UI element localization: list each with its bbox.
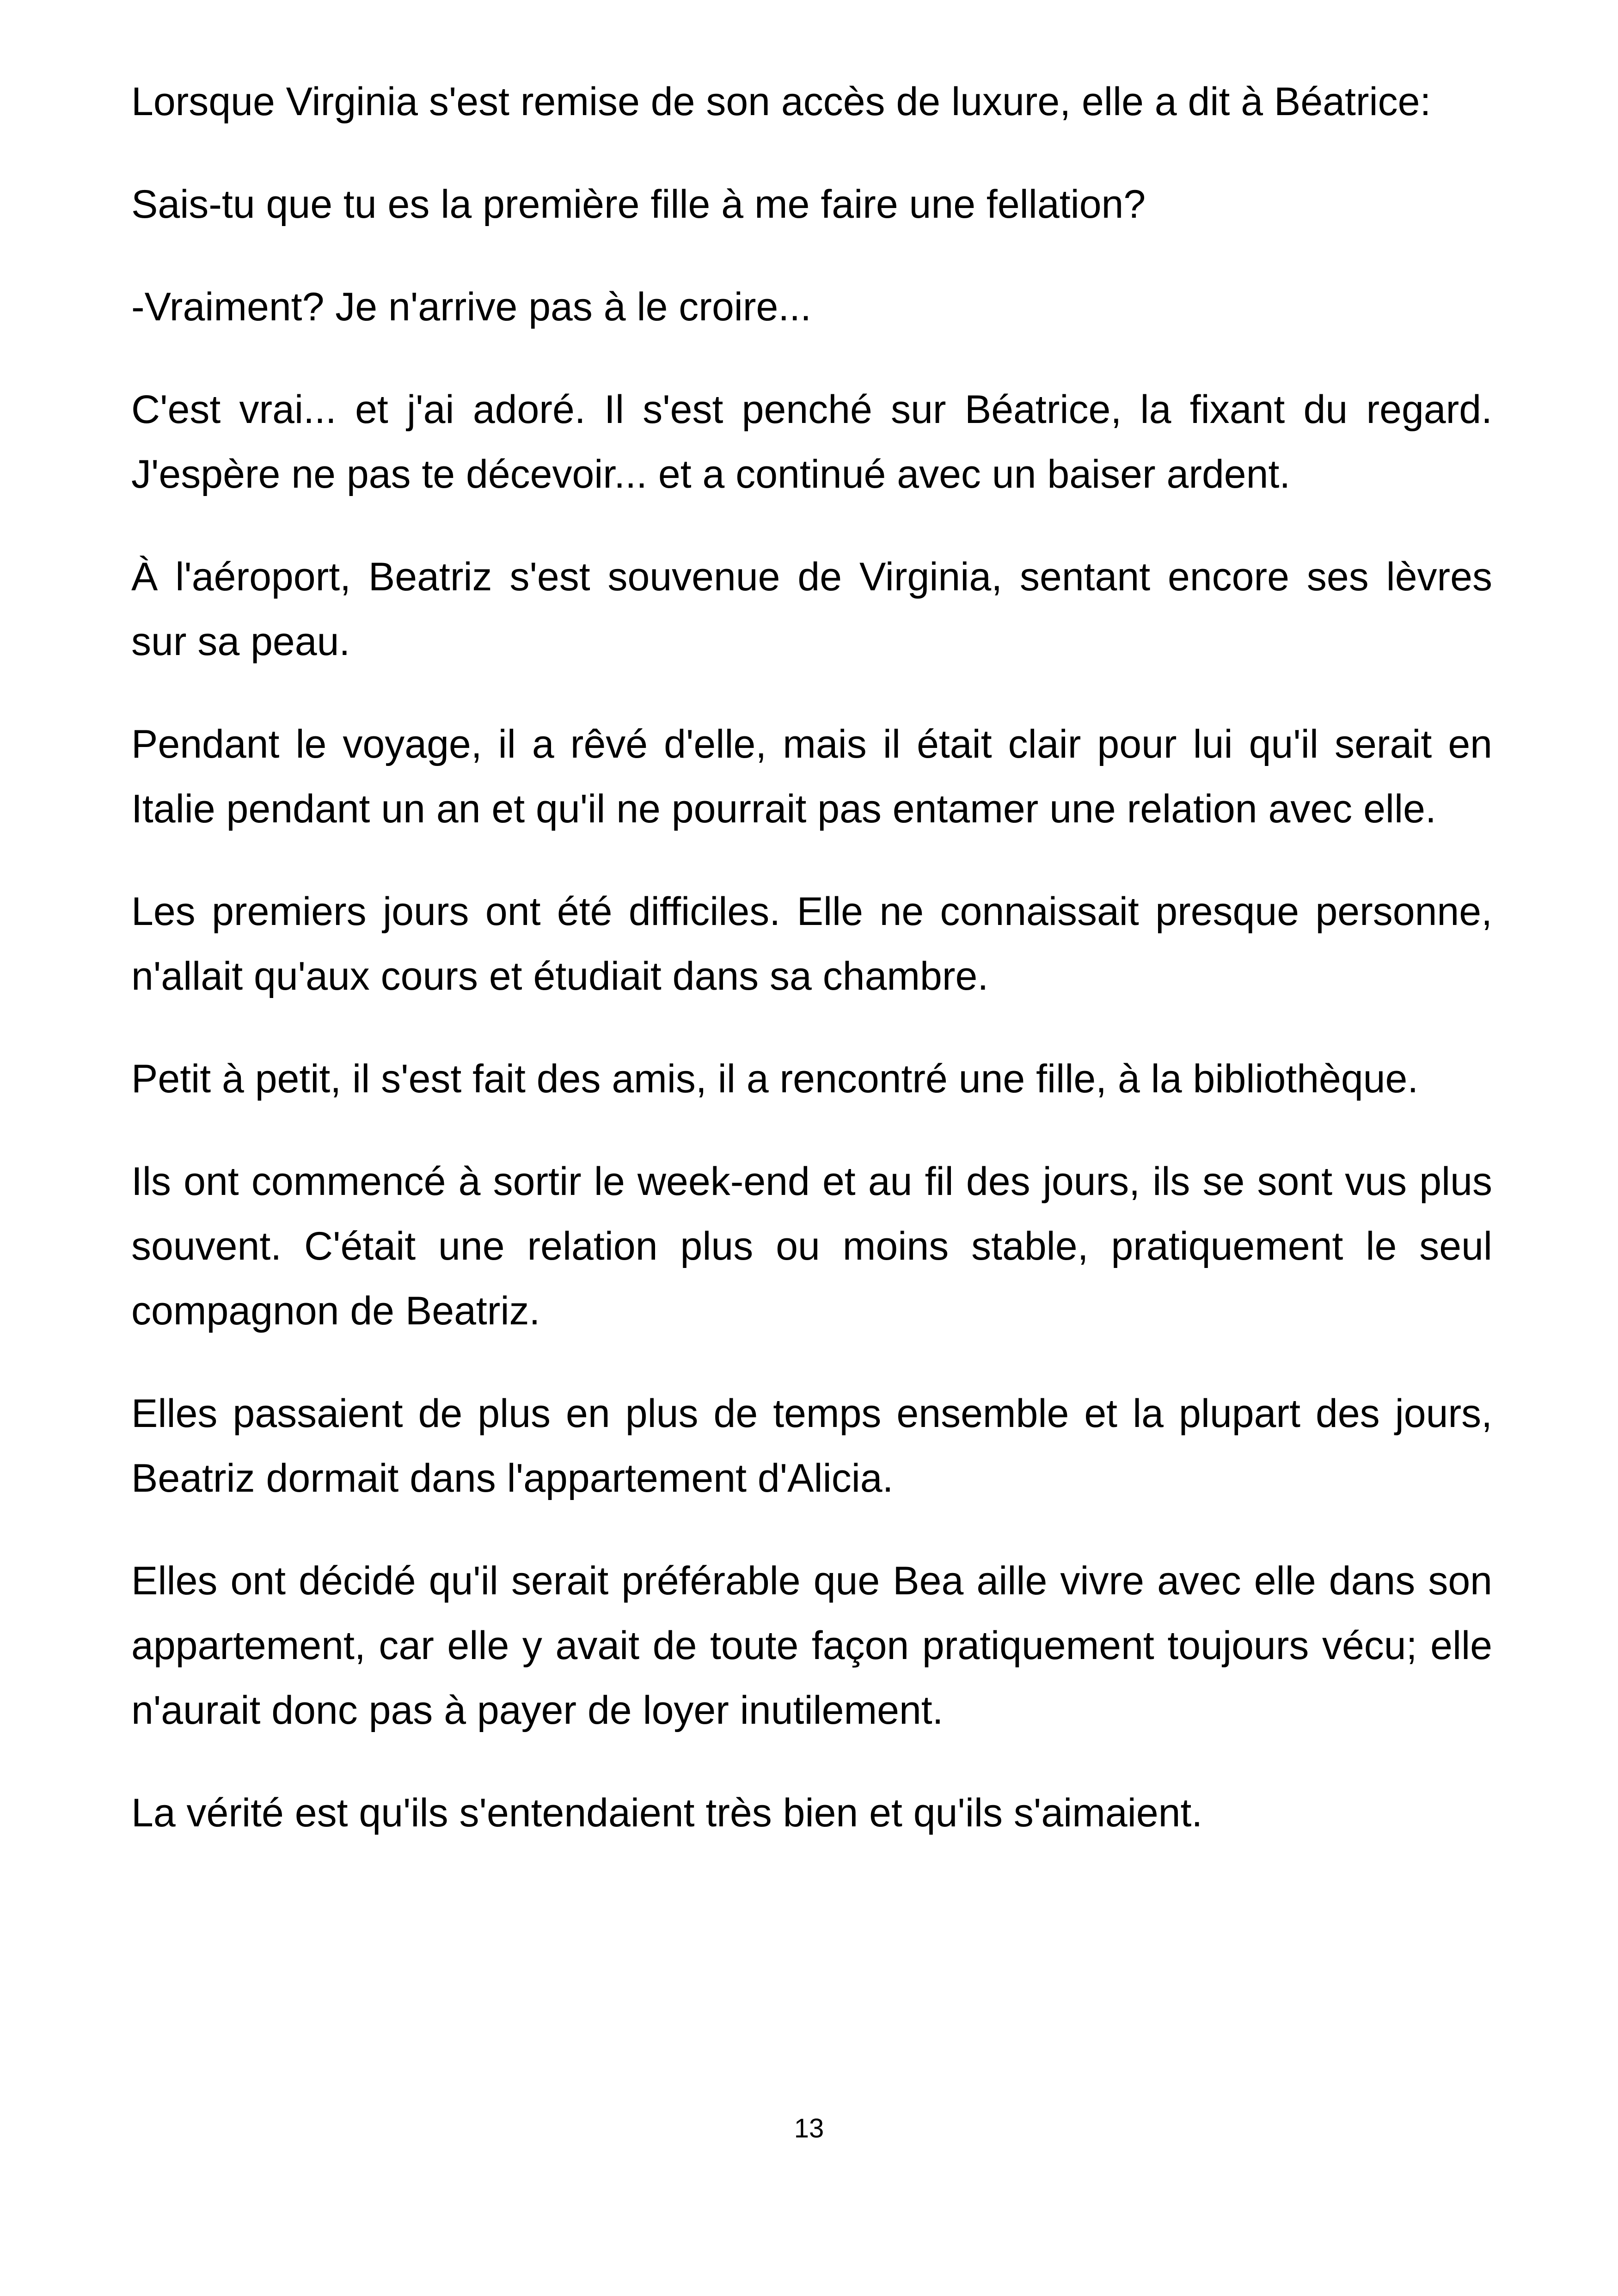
paragraph: Ils ont commencé à sortir le week-end et au fil des jours, ils se sont vus plus souvent. C'était une relation plus ou moins stable, pratiquement le seul compagnon de Beatriz. [131,1159,1492,1333]
paragraph: Pendant le voyage, il a rêvé d'elle, mais il était clair pour lui qu'il serait en Italie pendant un an et qu'il ne pourrait pas entamer une relation avec elle. [131,722,1492,831]
paragraph: Elles passaient de plus en plus de temps ensemble et la plupart des jours, Beatriz dormait dans l'appartement d'Alicia. [131,1391,1492,1500]
paragraph: Elles ont décidé qu'il serait préférable que Bea aille vivre avec elle dans son appartement, car elle y avait de toute façon pratiquement toujours vécu; elle n'aurait donc pas à payer de loyer inutilement. [131,1559,1492,1733]
paragraph: C'est vrai... et j'ai adoré. Il s'est penché sur Béatrice, la fixant du regard. J'espère ne pas te décevoir... et a continué avec un baiser ardent. [131,387,1492,496]
page-number: 13 [794,2113,824,2143]
body-text [131,69,1492,1883]
paragraph: -Vraiment? Je n'arrive pas à le croire... [131,285,812,329]
paragraph: La vérité est qu'ils s'entendaient très bien et qu'ils s'aimaient. [131,1791,1203,1835]
paragraph: À l'aéroport, Beatriz s'est souvenue de Virginia, sentant encore ses lèvres sur sa peau. [131,555,1492,664]
paragraph: Les premiers jours ont été difficiles. Elle ne connaissait presque personne, n'allait qu'aux cours et étudiait dans sa chambre. [131,889,1492,998]
paragraph: Sais-tu que tu es la première fille à me faire une fellation? [131,182,1146,227]
paragraph: Lorsque Virginia s'est remise de son accès de luxure, elle a dit à Béatrice: [131,80,1431,124]
paragraph: Petit à petit, il s'est fait des amis, il a rencontré une fille, à la bibliothèque. [131,1057,1419,1101]
